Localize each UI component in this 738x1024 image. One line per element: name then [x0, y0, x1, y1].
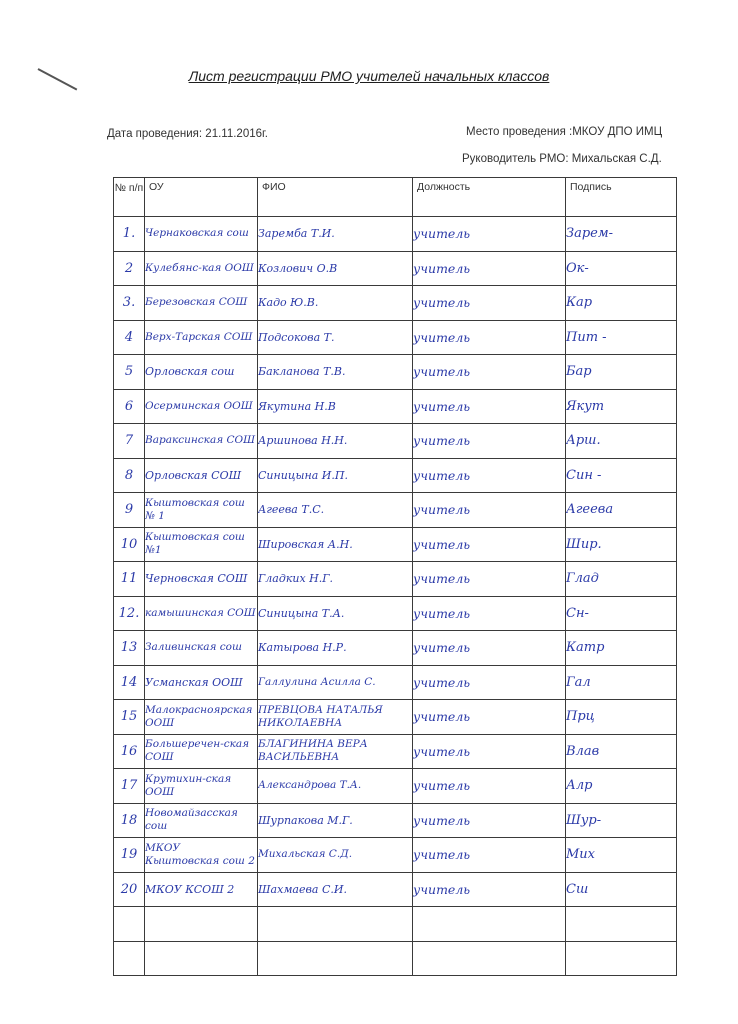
- signature-cell-text: Глад: [566, 571, 599, 587]
- school-cell-text: МКОУ КСОШ 2: [145, 882, 235, 896]
- table-row: [114, 941, 677, 976]
- column-header-name: ФИО: [258, 178, 413, 217]
- row-number: [114, 907, 145, 942]
- table-row: [114, 424, 677, 459]
- name-cell: [258, 320, 413, 355]
- column-header-school: ОУ: [145, 178, 258, 217]
- registration-table: [113, 177, 677, 976]
- signature-cell-text: Ок-: [566, 260, 589, 276]
- signature-cell-text: Агеева: [566, 502, 614, 518]
- row-number-text: 10: [120, 536, 138, 552]
- name-cell-text: Александрова Т.А.: [258, 779, 362, 792]
- position-cell-text: учитель: [413, 502, 471, 518]
- signature-cell: [566, 217, 677, 252]
- name-cell-text: БЛАГИНИНА ВЕРА ВАСИЛЬЕВНА: [258, 738, 368, 764]
- signature-cell-text: Влав: [566, 743, 600, 759]
- school-cell: [145, 527, 258, 562]
- school-cell: [145, 838, 258, 873]
- position-cell: [413, 872, 566, 907]
- position-cell-text: учитель: [413, 743, 471, 759]
- name-cell: [258, 665, 413, 700]
- school-cell: [145, 286, 258, 321]
- row-number-text: 19: [120, 847, 138, 863]
- signature-cell: [566, 527, 677, 562]
- name-cell: [258, 286, 413, 321]
- signature-cell: [566, 631, 677, 666]
- school-cell-text: Березовская СОШ: [145, 296, 248, 309]
- position-cell-text: учитель: [413, 640, 471, 656]
- row-number-text: 11: [120, 571, 138, 587]
- position-cell: [413, 527, 566, 562]
- position-cell: [413, 286, 566, 321]
- row-number-text: 12.: [118, 605, 140, 621]
- name-cell: [258, 941, 413, 976]
- table-row: [114, 734, 677, 769]
- position-cell: [413, 251, 566, 286]
- position-cell-text: учитель: [413, 571, 471, 587]
- school-cell-text: Верх-Тарская СОШ: [145, 330, 253, 343]
- school-cell: [145, 217, 258, 252]
- row-number: [114, 320, 145, 355]
- school-cell: [145, 389, 258, 424]
- name-cell-text: Аршинова Н.Н.: [258, 434, 348, 448]
- signature-cell-text: Сш: [566, 881, 589, 897]
- school-cell-text: МКОУ Кыштовская сош 2: [145, 841, 255, 867]
- name-cell-text: Гладких Н.Г.: [258, 572, 334, 586]
- school-cell-text: Вараксинская СОШ: [145, 434, 256, 447]
- name-cell: [258, 631, 413, 666]
- signature-cell-text: Якут: [566, 398, 605, 414]
- position-cell: [413, 320, 566, 355]
- position-cell-text: учитель: [413, 847, 471, 863]
- school-cell: [145, 872, 258, 907]
- signature-cell: [566, 803, 677, 838]
- name-cell: [258, 803, 413, 838]
- row-number: [114, 251, 145, 286]
- school-cell-text: Заливинская сош: [145, 641, 242, 654]
- signature-cell-text: Мих: [566, 847, 596, 863]
- school-cell-text: Крутихин-ская ООШ: [145, 772, 232, 798]
- signature-cell: [566, 665, 677, 700]
- row-number: [114, 872, 145, 907]
- school-cell: [145, 493, 258, 528]
- row-number-text: 14: [120, 674, 138, 690]
- signature-cell-text: Пит -: [566, 329, 607, 345]
- school-cell: [145, 803, 258, 838]
- name-cell: [258, 389, 413, 424]
- name-cell: [258, 872, 413, 907]
- signature-cell: [566, 251, 677, 286]
- table-row: [114, 872, 677, 907]
- name-cell-text: Якутина Н.В: [258, 399, 336, 413]
- position-cell: [413, 941, 566, 976]
- signature-cell-text: Сн-: [566, 605, 589, 621]
- school-cell-text: Малокрасноярская ООШ: [145, 703, 253, 729]
- name-cell: [258, 907, 413, 942]
- position-cell-text: учитель: [413, 709, 471, 725]
- table-row: [114, 355, 677, 390]
- name-cell: [258, 734, 413, 769]
- row-number: [114, 769, 145, 804]
- page-title: Лист регистрации РМО учителей начальных классов: [188, 68, 550, 84]
- school-cell: [145, 320, 258, 355]
- school-cell: [145, 355, 258, 390]
- row-number-text: 6: [124, 398, 134, 414]
- position-cell-text: учитель: [413, 329, 471, 345]
- name-cell-text: Заремба Т.И.: [258, 227, 335, 241]
- column-header-position: Должность: [413, 178, 566, 217]
- name-cell-text: Козлович О.В: [258, 261, 338, 275]
- row-number-text: 15: [120, 709, 138, 725]
- school-cell: [145, 700, 258, 735]
- row-number: [114, 596, 145, 631]
- row-number-text: 17: [120, 778, 138, 794]
- signature-cell-text: Шур-: [566, 812, 602, 828]
- signature-cell: [566, 493, 677, 528]
- row-number: [114, 562, 145, 597]
- position-cell-text: учитель: [413, 295, 471, 311]
- name-cell: [258, 424, 413, 459]
- position-cell: [413, 389, 566, 424]
- row-number: [114, 700, 145, 735]
- table-row: [114, 700, 677, 735]
- position-cell-text: учитель: [413, 778, 471, 794]
- name-cell: [258, 458, 413, 493]
- name-cell: [258, 562, 413, 597]
- name-cell-text: Шахмаева С.И.: [258, 882, 347, 896]
- signature-cell: [566, 941, 677, 976]
- signature-cell-text: Зарем-: [566, 226, 614, 242]
- position-cell-text: учитель: [413, 364, 471, 380]
- name-cell: [258, 355, 413, 390]
- row-number: [114, 631, 145, 666]
- meeting-place: Место проведения :МКОУ ДПО ИМЦ: [466, 126, 663, 138]
- name-cell-text: Галлулина Асилла С.: [258, 675, 376, 688]
- row-number: [114, 941, 145, 976]
- signature-cell: [566, 700, 677, 735]
- position-cell: [413, 734, 566, 769]
- school-cell: [145, 734, 258, 769]
- signature-cell: [566, 596, 677, 631]
- row-number: [114, 286, 145, 321]
- row-number: [114, 803, 145, 838]
- position-cell-text: учитель: [413, 605, 471, 621]
- row-number: [114, 424, 145, 459]
- school-cell-text: Черновская СОШ: [145, 572, 248, 586]
- position-cell: [413, 803, 566, 838]
- signature-cell: [566, 355, 677, 390]
- position-cell: [413, 596, 566, 631]
- position-cell-text: учитель: [413, 226, 471, 242]
- school-cell: [145, 458, 258, 493]
- row-number: [114, 389, 145, 424]
- signature-cell: [566, 838, 677, 873]
- table-row: [114, 389, 677, 424]
- position-cell: [413, 631, 566, 666]
- school-cell-text: Орловская сош: [145, 365, 235, 379]
- column-header-number: № п/п: [114, 178, 145, 217]
- signature-cell: [566, 769, 677, 804]
- signature-cell-text: Бар: [566, 364, 592, 380]
- position-cell: [413, 217, 566, 252]
- row-number-text: 9: [124, 502, 134, 518]
- table-row: [114, 527, 677, 562]
- position-cell-text: учитель: [413, 260, 471, 276]
- signature-cell-text: Кар: [566, 295, 593, 311]
- name-cell-text: Бакланова Т.В.: [258, 365, 346, 379]
- position-cell-text: учитель: [413, 674, 471, 690]
- row-number: [114, 217, 145, 252]
- school-cell-text: Усманская ООШ: [145, 675, 243, 689]
- signature-cell-text: Арш.: [566, 433, 601, 449]
- school-cell: [145, 665, 258, 700]
- school-cell: [145, 907, 258, 942]
- signature-cell-text: Алр: [566, 778, 593, 794]
- position-cell-text: учитель: [413, 881, 471, 897]
- signature-cell: [566, 562, 677, 597]
- table-row: [114, 665, 677, 700]
- school-cell: [145, 596, 258, 631]
- meeting-date: Дата проведения: 21.11.2016г.: [107, 128, 268, 140]
- row-number-text: 7: [124, 433, 134, 449]
- row-number-text: 3.: [122, 295, 136, 311]
- name-cell-text: Катырова Н.Р.: [258, 641, 347, 655]
- school-cell-text: Осерминская ООШ: [145, 399, 253, 412]
- table-row: [114, 769, 677, 804]
- meeting-head: Руководитель РМО: Михальская С.Д.: [462, 153, 662, 165]
- name-cell-text: Шурпакова М.Г.: [258, 813, 353, 827]
- name-cell: [258, 493, 413, 528]
- name-cell-text: Синицына И.П.: [258, 468, 348, 482]
- position-cell-text: учитель: [413, 812, 471, 828]
- row-number: [114, 734, 145, 769]
- signature-cell-text: Прц: [566, 709, 595, 725]
- row-number-text: 2: [124, 260, 134, 276]
- school-cell-text: Новомайзасская сош: [145, 807, 238, 833]
- name-cell: [258, 527, 413, 562]
- table-row: [114, 458, 677, 493]
- school-cell-text: Чернаковская сош: [145, 227, 249, 240]
- name-cell: [258, 251, 413, 286]
- position-cell-text: учитель: [413, 433, 471, 449]
- row-number: [114, 838, 145, 873]
- signature-cell: [566, 389, 677, 424]
- row-number-text: 5: [124, 364, 134, 380]
- position-cell: [413, 665, 566, 700]
- name-cell: [258, 217, 413, 252]
- school-cell-text: Кыштовская сош № 1: [145, 496, 245, 522]
- row-number-text: 13: [120, 640, 138, 656]
- position-cell: [413, 458, 566, 493]
- signature-cell: [566, 320, 677, 355]
- position-cell: [413, 424, 566, 459]
- table-header-row: [114, 178, 677, 217]
- name-cell-text: ПРЕВЦОВА НАТАЛЬЯ НИКОЛАЕВНА: [258, 703, 383, 729]
- position-cell-text: учитель: [413, 467, 471, 483]
- row-number-text: 18: [120, 812, 138, 828]
- table-row: [114, 596, 677, 631]
- signature-cell: [566, 907, 677, 942]
- signature-cell: [566, 734, 677, 769]
- table-row: [114, 251, 677, 286]
- position-cell: [413, 355, 566, 390]
- signature-cell-text: Катр: [566, 640, 605, 656]
- table-row: [114, 493, 677, 528]
- school-cell: [145, 424, 258, 459]
- signature-cell: [566, 286, 677, 321]
- position-cell: [413, 700, 566, 735]
- name-cell: [258, 700, 413, 735]
- position-cell-text: учитель: [413, 398, 471, 414]
- row-number-text: 16: [120, 743, 138, 759]
- school-cell-text: Большеречен-ская СОШ: [145, 738, 250, 764]
- table-row: [114, 217, 677, 252]
- name-cell-text: Агеева Т.С.: [258, 503, 325, 517]
- name-cell: [258, 769, 413, 804]
- table-row: [114, 907, 677, 942]
- row-number: [114, 355, 145, 390]
- row-number: [114, 493, 145, 528]
- position-cell: [413, 907, 566, 942]
- table-row: [114, 803, 677, 838]
- row-number-text: 8: [124, 467, 134, 483]
- row-number: [114, 458, 145, 493]
- table-row: [114, 838, 677, 873]
- row-number-text: 1.: [122, 226, 136, 242]
- row-number: [114, 527, 145, 562]
- signature-cell-text: Шир.: [566, 536, 602, 552]
- school-cell-text: Кулебянс-кая ООШ: [145, 261, 254, 274]
- school-cell-text: Кыштовская сош №1: [145, 531, 245, 557]
- row-number: [114, 665, 145, 700]
- position-cell: [413, 562, 566, 597]
- signature-cell-text: Син -: [566, 467, 602, 483]
- signature-cell: [566, 872, 677, 907]
- signature-cell-text: Гал: [566, 674, 591, 690]
- position-cell: [413, 769, 566, 804]
- row-number-text: 20: [120, 881, 138, 897]
- position-cell: [413, 493, 566, 528]
- table-row: [114, 320, 677, 355]
- signature-cell: [566, 424, 677, 459]
- signature-cell: [566, 458, 677, 493]
- school-cell: [145, 251, 258, 286]
- table-row: [114, 286, 677, 321]
- school-cell-text: Орловская СОШ: [145, 468, 242, 482]
- table-row: [114, 562, 677, 597]
- school-cell-text: камышинская СОШ: [145, 606, 256, 619]
- name-cell-text: Подсокова Т.: [258, 330, 335, 344]
- position-cell: [413, 838, 566, 873]
- table-row: [114, 631, 677, 666]
- position-cell-text: учитель: [413, 536, 471, 552]
- name-cell-text: Шировская А.Н.: [258, 537, 353, 551]
- name-cell: [258, 596, 413, 631]
- school-cell: [145, 941, 258, 976]
- school-cell: [145, 631, 258, 666]
- school-cell: [145, 562, 258, 597]
- column-header-signature: Подпись: [566, 178, 677, 217]
- name-cell-text: Кадо Ю.В.: [258, 296, 319, 310]
- name-cell-text: Михальская С.Д.: [258, 848, 353, 861]
- name-cell: [258, 838, 413, 873]
- name-cell-text: Синицына Т.А.: [258, 606, 345, 620]
- row-number-text: 4: [124, 329, 134, 345]
- school-cell: [145, 769, 258, 804]
